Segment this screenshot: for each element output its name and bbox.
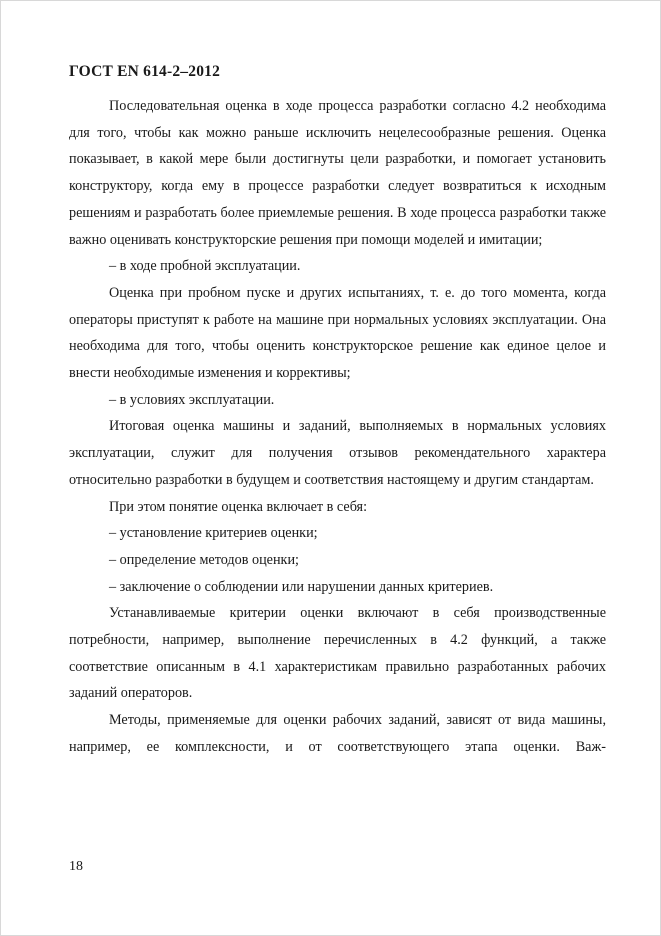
list-item: – установление критериев оценки; bbox=[109, 525, 318, 542]
list-item: – в условиях эксплуатации. bbox=[109, 391, 275, 408]
paragraph: При этом понятие оценка включает в себя: bbox=[109, 498, 368, 515]
paragraph: Оценка при пробном пуске и других испытаниях, т. е. до того момента, когда операторы приступят к работе на машине при нормальных условиях эксплуатации. Она необходима для того, чтобы оценить конструкторское решение как единое целое и внести необходимые изменения и коррективы; bbox=[69, 284, 606, 382]
list-item: – определение методов оценки; bbox=[109, 551, 299, 568]
paragraph: Устанавливаемые критерии оценки включают в себя производственные потребности, например, выполнение перечисленных в 4.2 функций, а также соответствие описанным в 4.1 характеристикам правильно разработанных рабочих заданий операторов. bbox=[69, 605, 606, 702]
document-header: ГОСТ EN 614-2–2012 bbox=[69, 63, 221, 80]
list-item: – заключение о соблюдении или нарушении данных критериев. bbox=[109, 578, 494, 595]
paragraph: Последовательная оценка в ходе процесса разработки согласно 4.2 необходима для того, чтобы как можно раньше исключить нецелесообразные решения. Оценка показывает, в какой мере были достигнуты цели разработки, и помогает установить конструктору, когда ему в процессе разработки следует возвратиться к исходным решениям и разработать более приемлемые решения. В ходе процесса разработки также важно оценивать конструкторские решения при помощи моделей и имитации; bbox=[69, 98, 606, 248]
paragraph: Методы, применяемые для оценки рабочих заданий, зависят от вида машины, например, ее комплексности, и от соответствующего этапа оценки. Важ- bbox=[69, 712, 606, 755]
page-number: 18 bbox=[69, 859, 83, 874]
paragraph: Итоговая оценка машины и заданий, выполняемых в нормальных условиях эксплуатации, служит для получения отзывов рекомендательного характера относительно разработки в будущем и соответствия настоящему и другим стандартам. bbox=[69, 418, 606, 488]
document-body bbox=[69, 93, 606, 761]
list-item: – в ходе пробной эксплуатации. bbox=[109, 258, 301, 275]
